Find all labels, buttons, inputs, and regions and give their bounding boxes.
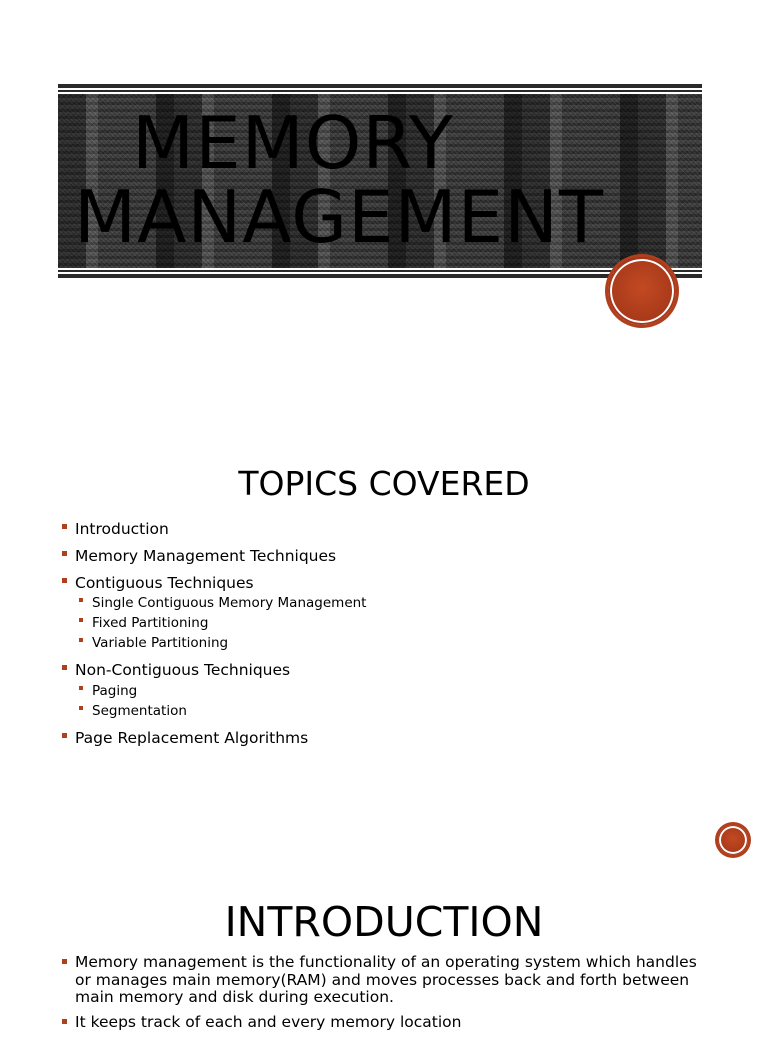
introduction-heading: INTRODUCTION	[224, 898, 544, 946]
list-item: Introduction	[62, 519, 366, 539]
sub-list	[62, 681, 366, 721]
banner-bottom-rule-thin	[58, 270, 702, 272]
topics-list	[62, 519, 366, 755]
sub-list-item: Variable Partitioning	[79, 633, 366, 653]
banner-top-rule	[58, 84, 702, 88]
list-item: Non-Contiguous Techniques	[62, 660, 366, 680]
slide-title	[74, 101, 694, 259]
list-item: Memory Management Techniques	[62, 546, 366, 566]
list-item: It keeps track of each and every memory location	[62, 1014, 712, 1032]
sub-list-item: Single Contiguous Memory Management	[79, 593, 366, 613]
list-item: Contiguous Techniques	[62, 573, 366, 593]
slide-title-line1: MEMORY	[132, 101, 454, 185]
sub-list-item: Segmentation	[79, 701, 366, 721]
list-item: Page Replacement Algorithms	[62, 728, 366, 748]
banner-top-rule-thin	[58, 90, 702, 92]
topics-heading: TOPICS COVERED	[238, 464, 530, 503]
decorative-circle-icon	[608, 257, 676, 325]
sub-list-item: Fixed Partitioning	[79, 613, 366, 633]
list-item: Memory management is the functionality of an operating system which handles or manages main memory(RAM) and moves processes back and forth between main memory and disk during execution.	[62, 954, 712, 1007]
decorative-circle-icon	[718, 825, 748, 855]
banner-bottom-rule	[58, 274, 702, 278]
sub-list	[62, 593, 366, 653]
sub-list-item: Paging	[79, 681, 366, 701]
slide-title-line2: MANAGEMENT	[74, 175, 604, 259]
introduction-list	[62, 954, 712, 1038]
title-banner	[58, 84, 702, 278]
